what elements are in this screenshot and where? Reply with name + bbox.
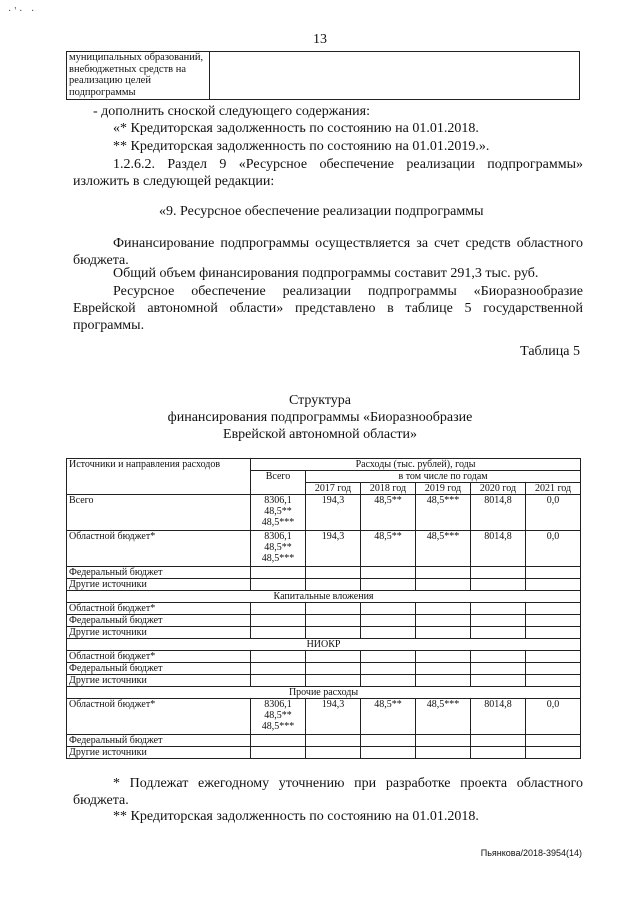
section-row [67, 639, 581, 651]
header-by-years: в том числе по годам [306, 471, 581, 483]
header-year: 2017 год [306, 483, 361, 495]
row-label: Областной бюджет* [67, 531, 251, 567]
top-table-cell-empty [210, 52, 580, 100]
section-capital: Капитальные вложения [67, 591, 581, 603]
header-year: 2020 год [471, 483, 526, 495]
row-label: Областной бюджет* [67, 651, 251, 663]
header-total: Всего [251, 471, 306, 495]
cell-value: 48,5** [361, 531, 416, 567]
text-line-add-footnote: - дополнить сноской следующего содержания: [93, 104, 370, 119]
header-year: 2021 год [526, 483, 581, 495]
table-row [67, 615, 581, 627]
row-label: Федеральный бюджет [67, 615, 251, 627]
cell-value: 194,3 [306, 531, 361, 567]
paragraph-resources: Ресурсное обеспечение реализации подпрограммы «Биоразнообразие Еврейской автономной области» представлено в таблице 5 государственной программы. [73, 284, 583, 333]
cell-value: 48,5*** [416, 699, 471, 735]
table-row [67, 603, 581, 615]
table-row [67, 567, 581, 579]
table-row [67, 663, 581, 675]
cell-value: 8014,8 [471, 531, 526, 567]
section-other: Прочие расходы [67, 687, 581, 699]
cell-total: 8306,1 48,5** 48,5*** [251, 495, 306, 531]
cell-value: 194,3 [306, 495, 361, 531]
cell-value: 0,0 [526, 531, 581, 567]
section-row [67, 591, 581, 603]
cell-value: 8014,8 [471, 699, 526, 735]
cell-total: 8306,1 48,5** 48,5*** [251, 531, 306, 567]
row-label: Федеральный бюджет [67, 735, 251, 747]
paragraph-total-volume: Общий объем финансирования подпрограммы составит 291,3 тыс. руб. [113, 266, 539, 281]
text-line-footnote-1: «* Кредиторская задолженность по состоянию на 01.01.2018. [113, 121, 479, 136]
caption-line-2: финансирования подпрограммы «Биоразнообразие [167, 410, 473, 425]
row-label: Всего [67, 495, 251, 531]
document-code: Пьянкова/2018-3954(14) [480, 848, 582, 858]
table-row [67, 747, 581, 759]
top-table-fragment [66, 51, 580, 100]
table-row [67, 495, 581, 531]
table-row [67, 627, 581, 639]
cell-value: 48,5** [361, 699, 416, 735]
cell-value: 8014,8 [471, 495, 526, 531]
scan-speck-marks: ·'· · [8, 6, 38, 17]
top-table-cell-text: муниципальных образований, внебюджетных средств на реализацию целей подпрограммы [67, 52, 210, 100]
section-niokr: НИОКР [67, 639, 581, 651]
header-expenses: Расходы (тыс. рублей), годы [251, 459, 581, 471]
row-label: Другие источники [67, 675, 251, 687]
table-row [67, 735, 581, 747]
text-line-footnote-2: ** Кредиторская задолженность по состоянию на 01.01.2019.». [113, 139, 490, 154]
row-label: Областной бюджет* [67, 603, 251, 615]
header-sources: Источники и направления расходов [67, 459, 251, 495]
cell-value: 48,5** [361, 495, 416, 531]
row-label: Областной бюджет* [67, 699, 251, 735]
cell-value: 0,0 [526, 699, 581, 735]
caption-line-1: Структура [288, 393, 352, 408]
table-row [67, 675, 581, 687]
cell-value: 0,0 [526, 495, 581, 531]
financing-table [66, 458, 581, 759]
header-year: 2018 год [361, 483, 416, 495]
table-row [67, 699, 581, 735]
row-label: Федеральный бюджет [67, 567, 251, 579]
caption-line-3: Еврейской автономной области» [223, 427, 417, 442]
table-row [67, 531, 581, 567]
row-label: Другие источники [67, 627, 251, 639]
cell-value: 48,5*** [416, 531, 471, 567]
row-label: Федеральный бюджет [67, 663, 251, 675]
footnote-1: * Подлежат ежегодному уточнению при разработке проекта областного бюджета. [73, 776, 583, 808]
footnote-2: ** Кредиторская задолженность по состоянию на 01.01.2018. [113, 809, 479, 824]
cell-value: 48,5*** [416, 495, 471, 531]
row-label: Другие источники [67, 579, 251, 591]
row-label: Другие источники [67, 747, 251, 759]
table-row [67, 579, 581, 591]
cell-total: 8306,1 48,5** 48,5*** [251, 699, 306, 735]
paragraph-financing: Финансирование подпрограммы осуществляется за счет средств областного бюджета. [73, 236, 583, 268]
page-number: 13 [313, 32, 327, 47]
table-row [67, 651, 581, 663]
section-row [67, 687, 581, 699]
cell-value: 194,3 [306, 699, 361, 735]
header-year: 2019 год [416, 483, 471, 495]
section-heading: «9. Ресурсное обеспечение реализации подпрограммы [159, 204, 484, 219]
table-label: Таблица 5 [520, 344, 580, 359]
paragraph-section-9: 1.2.6.2. Раздел 9 «Ресурсное обеспечение реализации подпрограммы» изложить в следующей редакции: [73, 157, 583, 189]
